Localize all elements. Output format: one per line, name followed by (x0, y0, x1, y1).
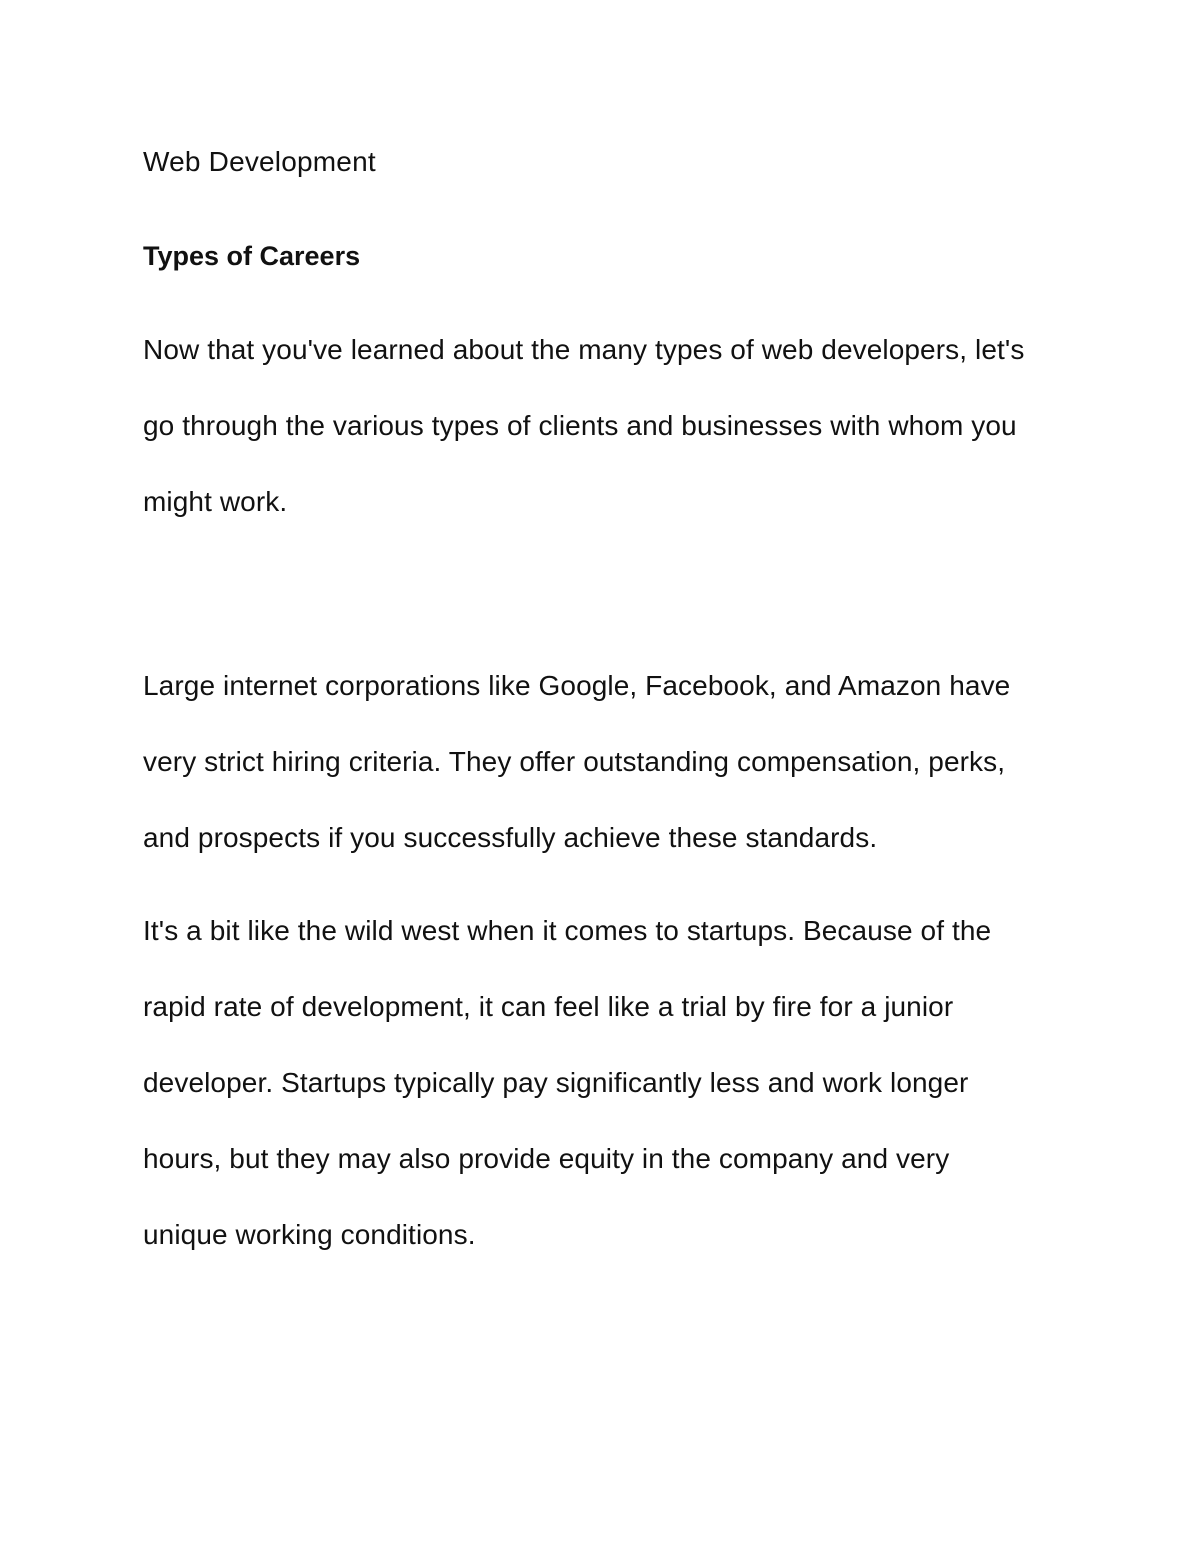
paragraph-line: Large internet corporations like Google, Facebook, and Amazon have (143, 670, 1011, 701)
paragraph-line: very strict hiring criteria. They offer outstanding compensation, perks, (143, 746, 1006, 777)
paragraph-line: and prospects if you successfully achieve these standards. (143, 822, 878, 853)
paragraph-large-corporations (143, 666, 1073, 894)
paragraph-line: hours, but they may also provide equity in the company and very (143, 1143, 950, 1174)
paragraph-line: rapid rate of development, it can feel like a trial by fire for a junior (143, 991, 954, 1022)
paragraph-line: unique working conditions. (143, 1219, 476, 1250)
paragraph-line: go through the various types of clients and businesses with whom you (143, 410, 1017, 441)
paragraph-clients-intro (143, 330, 1073, 558)
paragraph-startups (143, 911, 1073, 1291)
document-title: Web Development (143, 146, 376, 177)
paragraph-line: might work. (143, 486, 288, 517)
paragraph-line: Now that you've learned about the many types of web developers, let's (143, 334, 1025, 365)
paragraph-line: It's a bit like the wild west when it comes to startups. Because of the (143, 915, 992, 946)
paragraph-line: developer. Startups typically pay significantly less and work longer (143, 1067, 969, 1098)
section-heading: Types of Careers (143, 241, 361, 271)
